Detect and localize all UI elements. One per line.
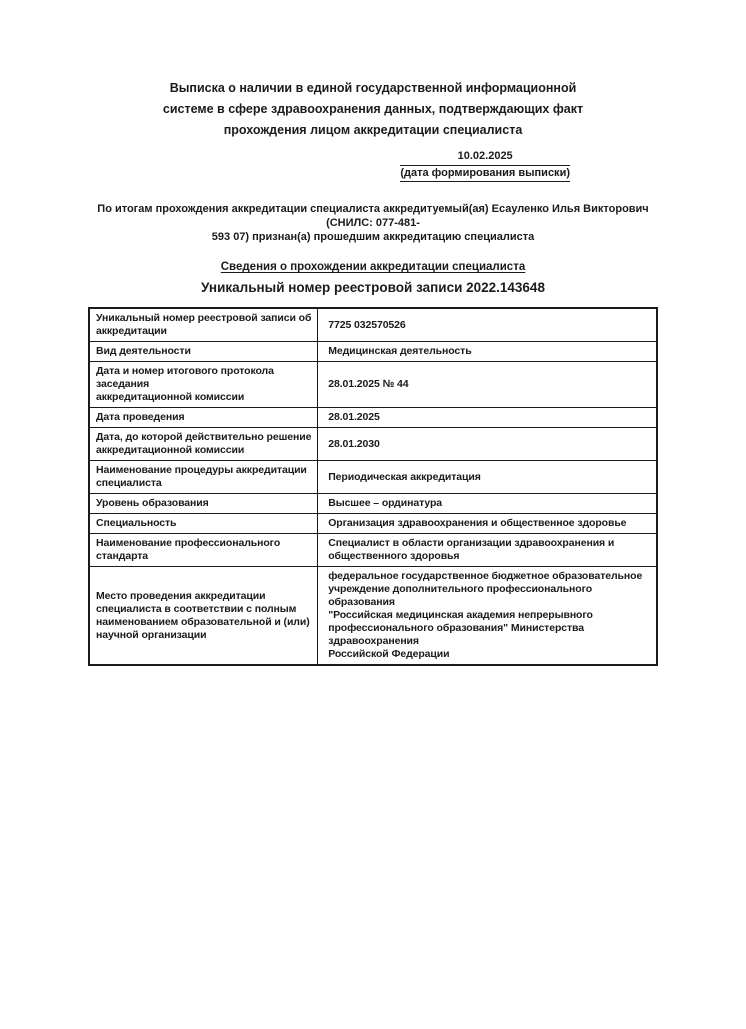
row-value: 7725 032570526 [318, 308, 657, 342]
row-label: Наименование профессионального стандарта [89, 534, 318, 567]
issue-date-caption: (дата формирования выписки) [400, 166, 570, 182]
row-value: 28.01.2030 [318, 428, 657, 461]
table-row [89, 342, 657, 362]
row-value: Специалист в области организации здравоохранения и общественного здоровья [318, 534, 657, 567]
row-value: федеральное государственное бюджетное образовательное учреждение дополнительного профессионального образования "Российская медицинская академия непрерывного профессионального образования" Министерства здравоохранения Российской Федерации [318, 567, 657, 666]
row-label: Уникальный номер реестровой записи об аккредитации [89, 308, 318, 342]
row-value: 28.01.2025 № 44 [318, 362, 657, 408]
row-label: Наименование процедуры аккредитации специалиста [89, 461, 318, 494]
table-row [89, 428, 657, 461]
row-label: Уровень образования [89, 494, 318, 514]
document-title: Выписка о наличии в единой государственной информационной системе в сфере здравоохранения данных, подтверждающих факт прохождения лицом аккредитации специалиста [162, 81, 584, 137]
issue-date-block [400, 150, 570, 182]
row-label: Место проведения аккредитации специалиста в соответствии с полным наименованием образовательной и (или) научной организации [89, 567, 318, 666]
table-row [89, 534, 657, 567]
row-label: Специальность [89, 514, 318, 534]
table-row [89, 514, 657, 534]
intro-paragraph: По итогам прохождения аккредитации специалиста аккредитуемый(ая) Есауленко Илья Викторович (СНИЛС: 077-481- 593 07) признан(а) прошедшим аккредитацию специалиста [97, 203, 649, 243]
row-value: Медицинская деятельность [318, 342, 657, 362]
table-row [89, 494, 657, 514]
table-row [89, 461, 657, 494]
table-row [89, 308, 657, 342]
row-value: Периодическая аккредитация [318, 461, 657, 494]
issue-date: 10.02.2025 [400, 150, 570, 166]
row-label: Дата, до которой действительно решение аккредитационной комиссии [89, 428, 318, 461]
row-value: 28.01.2025 [318, 408, 657, 428]
row-label: Дата и номер итогового протокола заседания аккредитационной комиссии [89, 362, 318, 408]
table-row [89, 362, 657, 408]
row-label: Дата проведения [89, 408, 318, 428]
accreditation-details-table [88, 307, 658, 666]
row-value: Организация здравоохранения и общественное здоровье [318, 514, 657, 534]
section-heading: Сведения о прохождении аккредитации специалиста [220, 261, 526, 273]
row-value: Высшее – ординатура [318, 494, 657, 514]
table-row [89, 408, 657, 428]
row-label: Вид деятельности [89, 342, 318, 362]
registry-number-heading: Уникальный номер реестровой записи 2022.143648 [201, 280, 545, 295]
table-row [89, 567, 657, 666]
